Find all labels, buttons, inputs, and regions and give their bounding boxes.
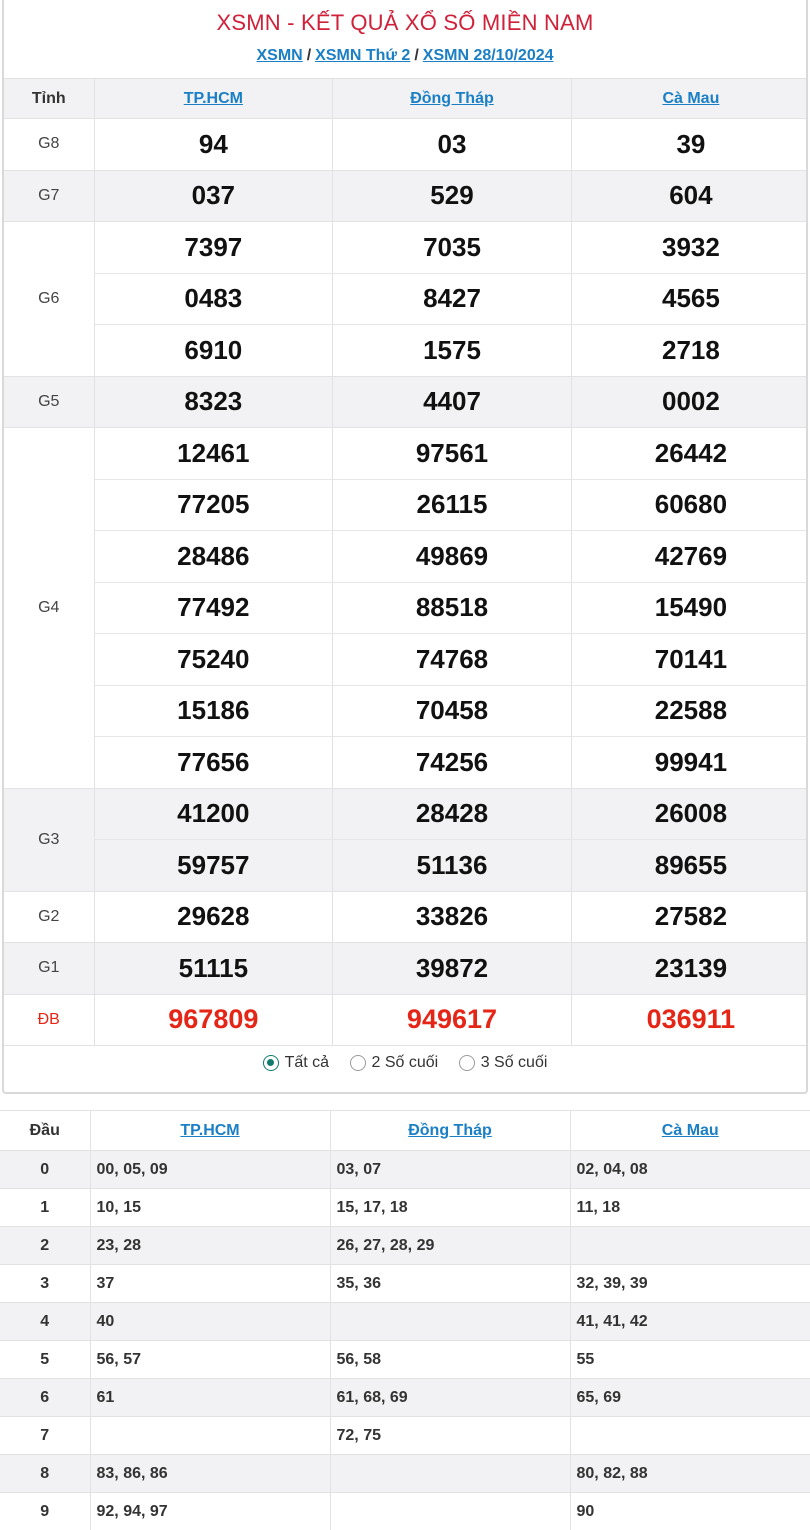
prize-row [4, 325, 808, 377]
dau-values: 56, 57 [90, 1341, 330, 1379]
dau-values: 56, 58 [330, 1341, 570, 1379]
prize-row [4, 943, 808, 995]
dau-values [90, 1417, 330, 1455]
prize-number: 28486 [94, 531, 333, 583]
province-link-tphcm[interactable]: TP.HCM [180, 1121, 240, 1139]
dau-values: 35, 36 [330, 1265, 570, 1303]
prize-row [4, 428, 808, 480]
filter-label: 3 Số cuối [480, 1054, 548, 1071]
filter-option-last-3[interactable] [459, 1054, 548, 1072]
prize-row [4, 737, 808, 789]
dau-values: 03, 07 [330, 1151, 570, 1189]
dau-row [0, 1151, 810, 1189]
prize-number: 26115 [333, 479, 572, 531]
col-header-province: Tỉnh [4, 79, 94, 119]
prize-number: 26442 [571, 428, 808, 480]
dau-values: 55 [570, 1341, 810, 1379]
prize-label: G5 [4, 376, 94, 428]
special-prize-number: 949617 [333, 994, 572, 1046]
dau-digit: 4 [0, 1303, 90, 1341]
prize-number: 89655 [571, 840, 808, 892]
prize-row [4, 222, 808, 274]
dau-digit: 9 [0, 1493, 90, 1530]
prize-number: 6910 [94, 325, 333, 377]
prize-label: G1 [4, 943, 94, 995]
breadcrumb-separator: / [414, 47, 419, 64]
filter-label: 2 Số cuối [371, 1054, 439, 1071]
dau-values: 80, 82, 88 [570, 1455, 810, 1493]
dau-row [0, 1265, 810, 1303]
dau-values: 65, 69 [570, 1379, 810, 1417]
page-title: XSMN - KẾT QUẢ XỔ SỐ MIỀN NAM [216, 10, 594, 35]
special-prize-number: 036911 [571, 994, 808, 1046]
col-header-ca-mau [571, 79, 808, 119]
prize-number: 7397 [94, 222, 333, 274]
dau-row [0, 1493, 810, 1530]
province-link-dong-thap[interactable]: Đồng Tháp [410, 89, 494, 107]
prize-number: 75240 [94, 634, 333, 686]
dau-row [0, 1417, 810, 1455]
results-header-row [4, 79, 808, 119]
prize-row [4, 634, 808, 686]
dau-row [0, 1455, 810, 1493]
prize-row [4, 685, 808, 737]
prize-number: 39 [571, 119, 808, 171]
radio-icon [350, 1055, 366, 1071]
dau-values: 37 [90, 1265, 330, 1303]
prize-number: 70141 [571, 634, 808, 686]
dau-values: 90 [570, 1493, 810, 1530]
prize-number: 604 [571, 170, 808, 222]
dau-row [0, 1303, 810, 1341]
prize-label: G8 [4, 119, 94, 171]
breadcrumb-link-xsmn-thu-2[interactable]: XSMN Thứ 2 [315, 47, 411, 64]
prize-number: 12461 [94, 428, 333, 480]
prize-number: 27582 [571, 891, 808, 943]
dau-values: 61, 68, 69 [330, 1379, 570, 1417]
prize-row [4, 891, 808, 943]
prize-number: 15490 [571, 582, 808, 634]
dau-digit: 1 [0, 1189, 90, 1227]
dau-values: 83, 86, 86 [90, 1455, 330, 1493]
prize-row [4, 788, 808, 840]
prize-number: 33826 [333, 891, 572, 943]
dau-table [0, 1110, 810, 1530]
dau-digit: 7 [0, 1417, 90, 1455]
prize-row [4, 170, 808, 222]
col-header-dong-thap [333, 79, 572, 119]
dau-digit: 2 [0, 1227, 90, 1265]
prize-number: 1575 [333, 325, 572, 377]
prize-number: 03 [333, 119, 572, 171]
filter-option-last-2[interactable] [350, 1054, 439, 1072]
dau-values [330, 1493, 570, 1530]
prize-label: G2 [4, 891, 94, 943]
dau-values: 72, 75 [330, 1417, 570, 1455]
results-card [2, 0, 808, 1094]
prize-row [4, 840, 808, 892]
dau-digit: 6 [0, 1379, 90, 1417]
dau-values [570, 1417, 810, 1455]
prize-label: G6 [4, 222, 94, 377]
dau-row [0, 1341, 810, 1379]
dau-values: 02, 04, 08 [570, 1151, 810, 1189]
dau-values [570, 1227, 810, 1265]
radio-icon [459, 1055, 475, 1071]
prize-row [4, 273, 808, 325]
col-header-ca-mau [570, 1111, 810, 1151]
prize-number: 51136 [333, 840, 572, 892]
dau-values: 32, 39, 39 [570, 1265, 810, 1303]
dau-digit: 0 [0, 1151, 90, 1189]
dau-values: 11, 18 [570, 1189, 810, 1227]
prize-number: 28428 [333, 788, 572, 840]
prize-number: 39872 [333, 943, 572, 995]
dau-values [330, 1303, 570, 1341]
breadcrumb-link-date[interactable]: XSMN 28/10/2024 [422, 47, 554, 64]
dau-values: 26, 27, 28, 29 [330, 1227, 570, 1265]
breadcrumb-link-xsmn[interactable]: XSMN [256, 47, 303, 64]
prize-number: 0002 [571, 376, 808, 428]
prize-number: 94 [94, 119, 333, 171]
prize-row [4, 479, 808, 531]
prize-number: 74256 [333, 737, 572, 789]
prize-number: 8323 [94, 376, 333, 428]
prize-number: 22588 [571, 685, 808, 737]
prize-number: 49869 [333, 531, 572, 583]
prize-number: 8427 [333, 273, 572, 325]
prize-row [4, 531, 808, 583]
prize-number: 41200 [94, 788, 333, 840]
dau-values: 10, 15 [90, 1189, 330, 1227]
dau-row [0, 1189, 810, 1227]
col-header-dau: Đầu [0, 1111, 90, 1151]
results-table [4, 78, 808, 1046]
prize-number: 77492 [94, 582, 333, 634]
prize-number: 2718 [571, 325, 808, 377]
special-prize-number: 967809 [94, 994, 333, 1046]
col-header-tphcm [90, 1111, 330, 1151]
dau-header-row [0, 1111, 810, 1151]
prize-row [4, 119, 808, 171]
prize-number: 3932 [571, 222, 808, 274]
dau-values: 61 [90, 1379, 330, 1417]
digit-filter [4, 1054, 806, 1076]
dau-row [0, 1227, 810, 1265]
prize-number: 23139 [571, 943, 808, 995]
prize-number: 529 [333, 170, 572, 222]
dau-values: 00, 05, 09 [90, 1151, 330, 1189]
radio-selected-icon [263, 1055, 279, 1071]
dau-row [0, 1379, 810, 1417]
province-link-tphcm[interactable]: TP.HCM [183, 89, 243, 107]
prize-number: 7035 [333, 222, 572, 274]
prize-row [4, 582, 808, 634]
dau-values [330, 1455, 570, 1493]
prize-number: 97561 [333, 428, 572, 480]
prize-number: 29628 [94, 891, 333, 943]
dau-values: 41, 41, 42 [570, 1303, 810, 1341]
prize-label: G3 [4, 788, 94, 891]
col-header-dong-thap [330, 1111, 570, 1151]
prize-label: G4 [4, 428, 94, 789]
prize-number: 42769 [571, 531, 808, 583]
dau-body [0, 1151, 810, 1530]
filter-option-all[interactable] [263, 1054, 329, 1072]
prize-number: 99941 [571, 737, 808, 789]
filter-label: Tất cả [284, 1054, 330, 1071]
province-link-dong-thap[interactable]: Đồng Tháp [408, 1121, 492, 1139]
prize-label: G7 [4, 170, 94, 222]
prize-number: 037 [94, 170, 333, 222]
dau-digit: 5 [0, 1341, 90, 1379]
prize-number: 26008 [571, 788, 808, 840]
prize-number: 4565 [571, 273, 808, 325]
breadcrumb [4, 47, 806, 65]
prize-number: 0483 [94, 273, 333, 325]
dau-values: 23, 28 [90, 1227, 330, 1265]
col-header-tphcm [94, 79, 333, 119]
dau-values: 15, 17, 18 [330, 1189, 570, 1227]
breadcrumb-separator: / [306, 47, 312, 64]
prize-number: 15186 [94, 685, 333, 737]
prize-number: 77205 [94, 479, 333, 531]
dau-digit: 3 [0, 1265, 90, 1303]
prize-number: 59757 [94, 840, 333, 892]
prize-row [4, 376, 808, 428]
prize-number: 51115 [94, 943, 333, 995]
dau-values: 40 [90, 1303, 330, 1341]
prize-number: 4407 [333, 376, 572, 428]
dau-values: 92, 94, 97 [90, 1493, 330, 1530]
prize-number: 88518 [333, 582, 572, 634]
results-body [4, 119, 808, 1046]
province-link-ca-mau[interactable]: Cà Mau [662, 89, 720, 107]
prize-number: 60680 [571, 479, 808, 531]
prize-number: 77656 [94, 737, 333, 789]
prize-label: ĐB [4, 994, 94, 1046]
prize-number: 74768 [333, 634, 572, 686]
dau-digit: 8 [0, 1455, 90, 1493]
prize-row [4, 994, 808, 1046]
prize-number: 70458 [333, 685, 572, 737]
province-link-ca-mau[interactable]: Cà Mau [661, 1121, 719, 1139]
